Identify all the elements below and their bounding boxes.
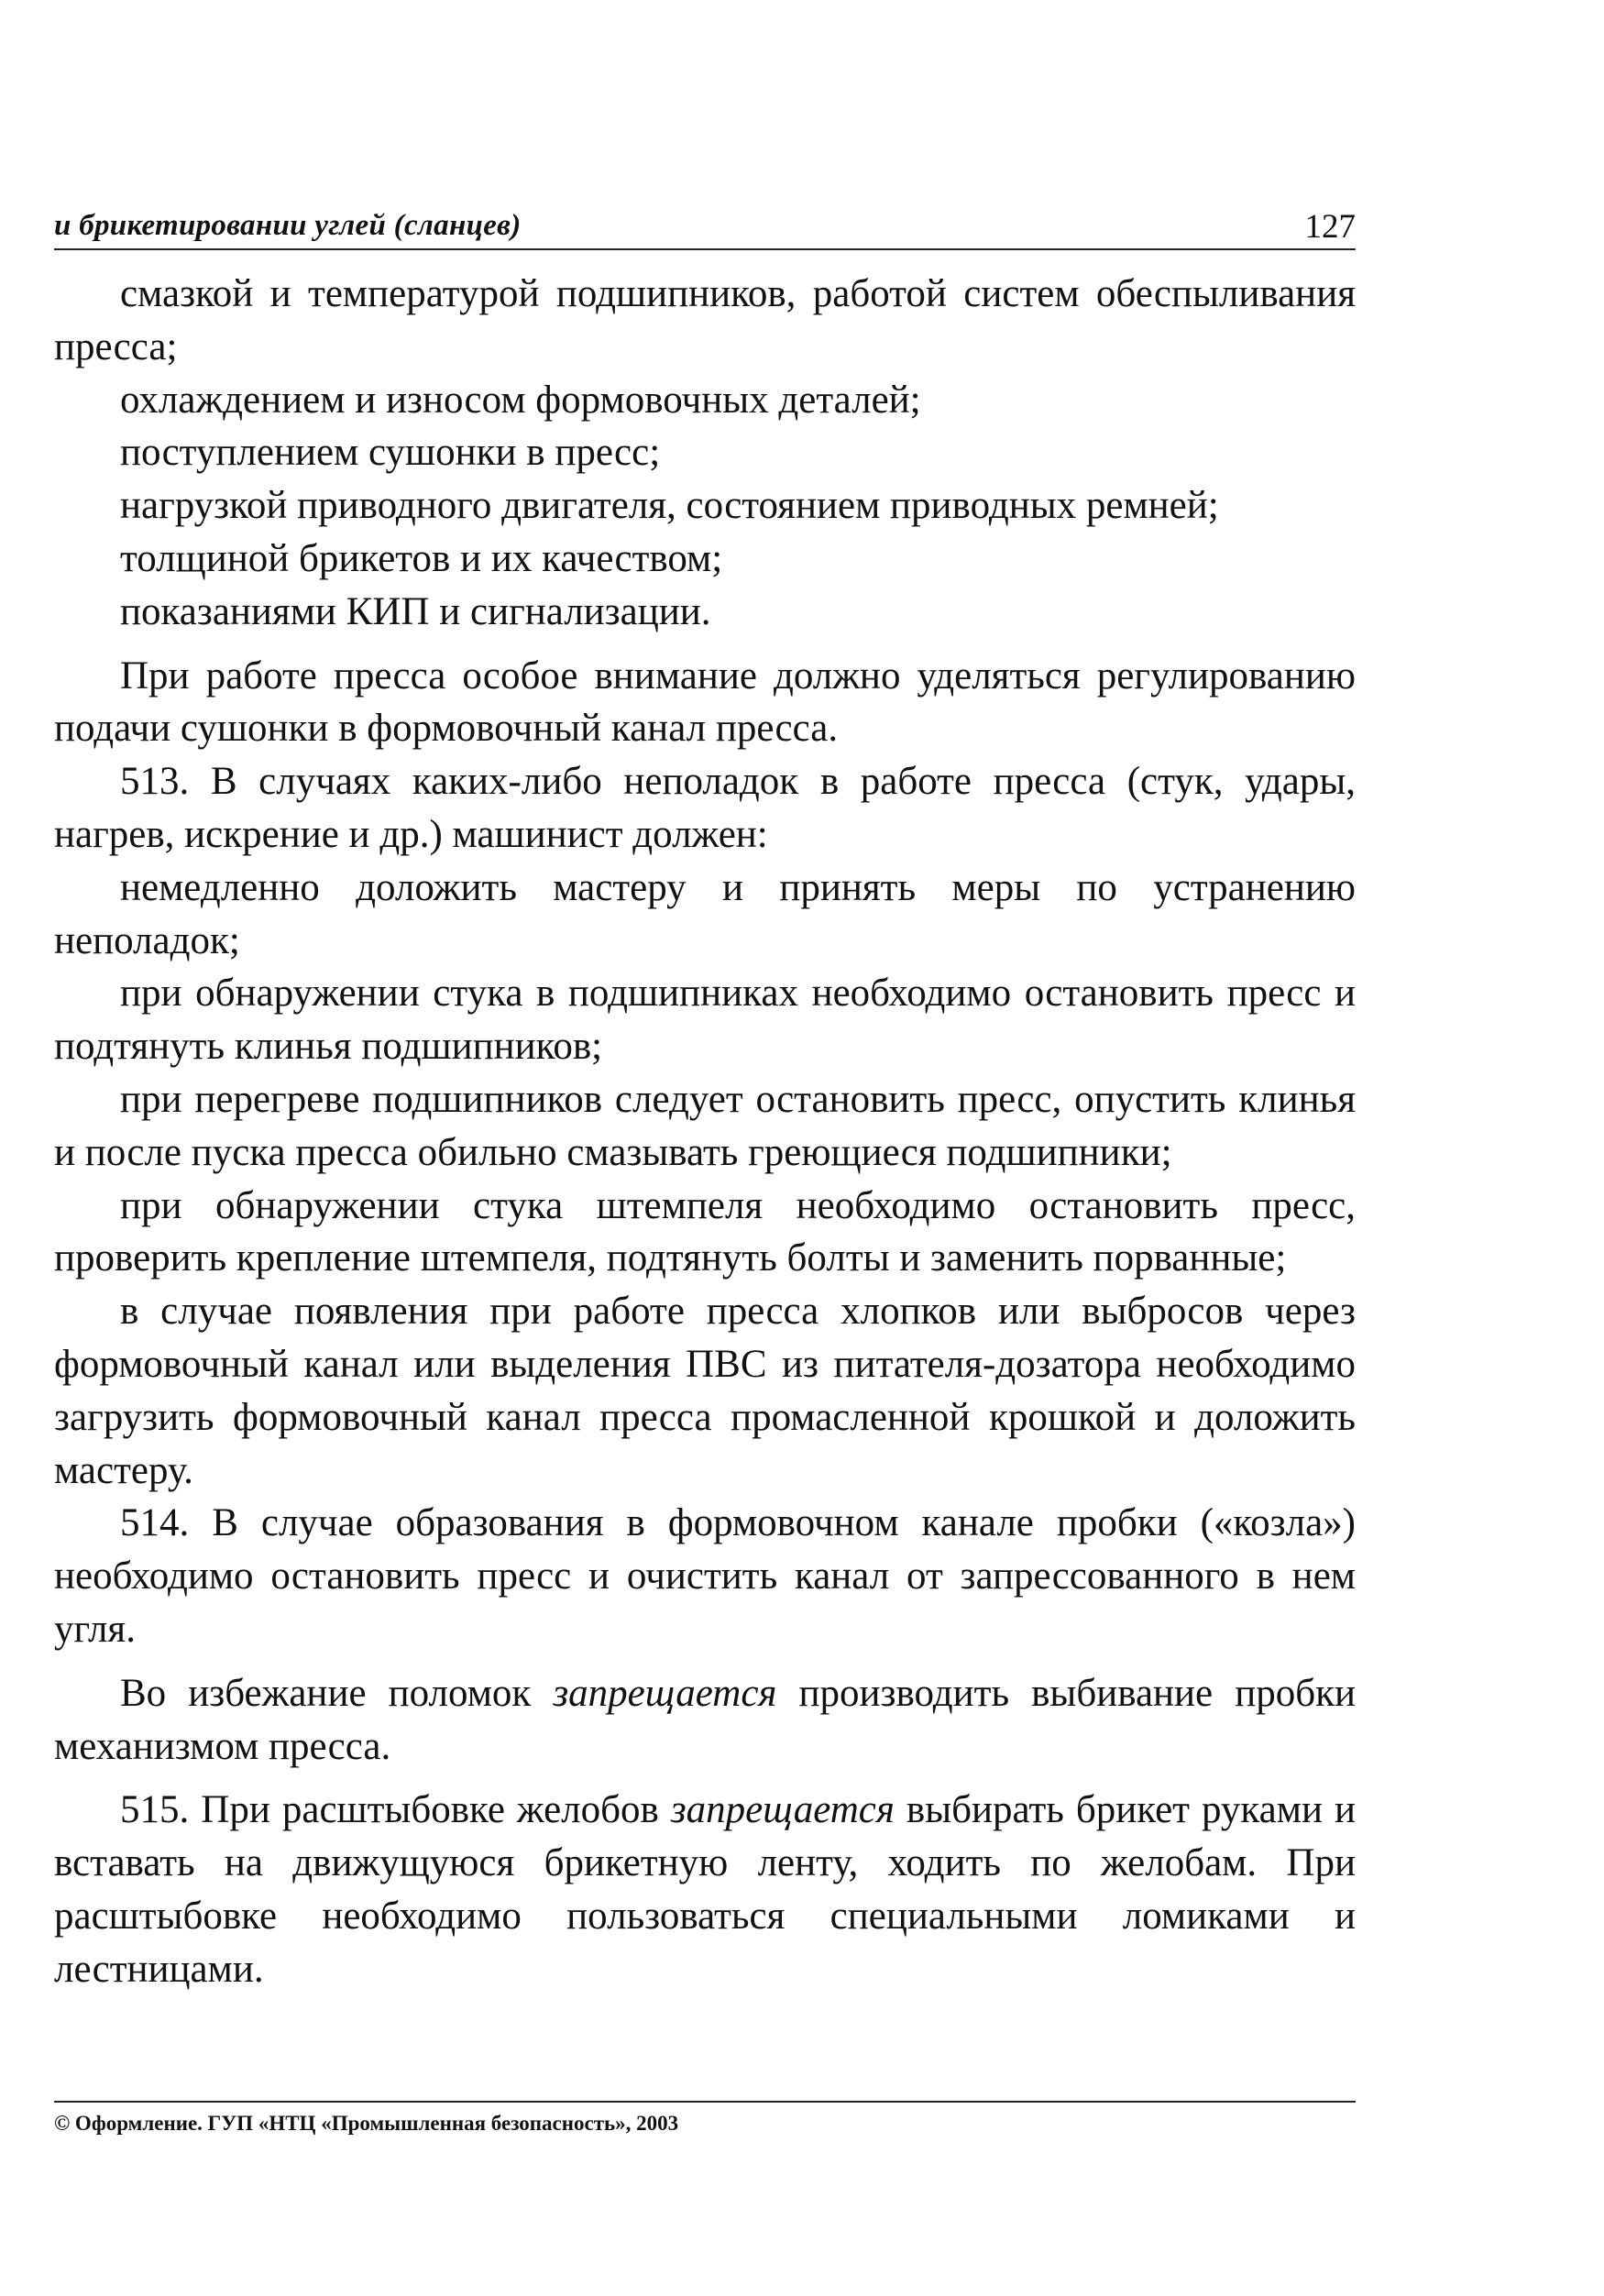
paragraph: При работе пресса особое внимание должно уделяться регулированию подачи сушонки в формовочный канал пресса. — [54, 654, 1356, 751]
emphasis-text: запрещается — [553, 1671, 777, 1715]
paragraph — [54, 1667, 1356, 1774]
paragraph: при обнаружении стука штемпеля необходимо остановить пресс, проверить крепление штемпеля, подтянуть болты и заменить порванные; — [54, 1183, 1356, 1280]
paragraph: немедленно доложить мастеру и принять меры по устранению неполадок; — [54, 865, 1356, 962]
paragraph: охлаждением и износом формовочных деталей; — [120, 378, 921, 422]
paragraph-text: выбирать брикет руками и вставать на движущуюся брикетную ленту, ходить по желобам. При расштыбовке необходимо пользоваться специальными ломиками и лестницами. — [54, 1788, 1356, 1991]
paragraph: 514. В случае образования в формовочном канале пробки («козла») необходимо остановить пресс и очистить канал от запрессованного в нем угля. — [54, 1501, 1356, 1651]
body-text — [54, 268, 1356, 1996]
copyright-notice: © Оформление. ГУП «НТЦ «Промышленная безопасность», 2003 — [54, 2112, 679, 2135]
emphasis-text: запрещается — [670, 1788, 895, 1832]
paragraph: показаниями КИП и сигнализации. — [120, 589, 711, 633]
paragraph: поступлением сушонки в пресс; — [120, 431, 661, 475]
paragraph: 513. В случаях каких-либо неполадок в работе пресса (стук, удары, нагрев, искрение и др.) машинист должен: — [54, 760, 1356, 856]
paragraph-text: 515. При расштыбовке желобов — [120, 1788, 671, 1832]
page-number: 127 — [1304, 208, 1356, 246]
paragraph-text: производить выбивание пробки механизмом пресса. — [54, 1671, 1356, 1768]
paragraph: при перегреве подшипников следует остановить пресс, опустить клинья и после пуска пресса обильно смазывать греющиеся подшипники; — [54, 1077, 1356, 1174]
paragraph-text: Во избежание поломок — [120, 1671, 554, 1715]
paragraph: при обнаружении стука в подшипниках необходимо остановить пресс и подтянуть клинья подшипников; — [54, 972, 1356, 1069]
paragraph: в случае появления при работе пресса хлопков или выбросов через формовочный канал или выделения ПВС из питателя-дозатора необходимо загрузить формовочный канал пресса промасленной крошкой и доложить мастеру. — [54, 1290, 1356, 1492]
page-footer — [54, 2101, 1356, 2136]
paragraph — [54, 1784, 1356, 1995]
paragraph: толщиной брикетов и их качеством; — [120, 536, 723, 580]
paragraph: смазкой и температурой подшипников, работой систем обеспыливания пресса; — [54, 272, 1356, 368]
paragraph: нагрузкой приводного двигателя, состоянием приводных ремней; — [120, 484, 1219, 528]
page-header — [54, 206, 1356, 250]
running-title: и брикетировании углей (сланцев) — [54, 209, 522, 242]
